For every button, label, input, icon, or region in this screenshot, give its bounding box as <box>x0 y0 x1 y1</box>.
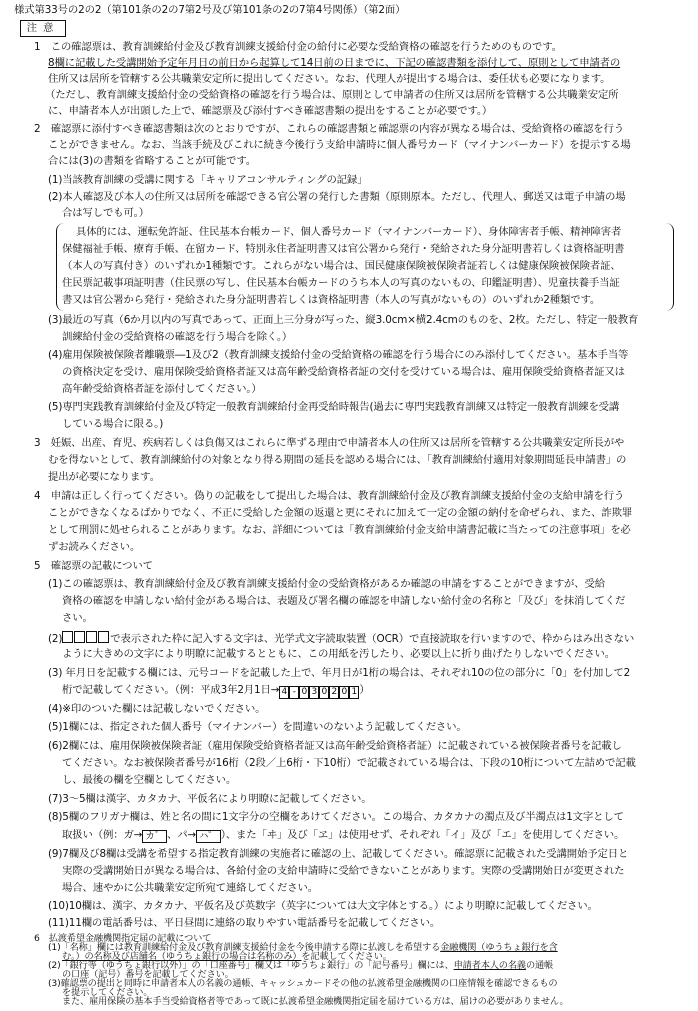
example-digit: - <box>289 686 299 699</box>
section-6-item-1-line-1: (1)「名称」欄には教育訓練給付金及び教育訓練支援給付金を今後申請する際に払渡しを希望する金融機関（ゆうちょ銀行を含 <box>48 942 558 953</box>
example-digit: 3 <box>309 686 319 699</box>
section-2-item-3-line-1: (3)最近の写真（6か月以内の写真であって、正面上三分身が写った、縦3.0cm×横2.4cmのものを、2枚。ただし、特定一般教育 <box>48 314 639 326</box>
section-2-item-3-line-2: 訓練給付金の受給資格の確認を行う場合を除く。） <box>62 331 293 343</box>
section-5-item-2-line-1: (2) で表示された枠に記入する文字は、光学式文字読取装置（OCR）で直接読取を行いますので、枠からはみ出さない <box>48 633 635 645</box>
section-2-line-3: 合には(3)の書類を省略することが可能です。 <box>48 155 257 167</box>
section-5-item-9-line-2: 実際の受講開始日が異なる場合は、各給付金の支給申請時に受給できないことがあります。実際の受講開始日が変更された <box>62 865 625 877</box>
section-5-item-7: (7)3〜5欄は漢字、カタカナ、平仮名により明瞭に記載してください。 <box>48 793 372 805</box>
section-5-item-1-line-3: さい。 <box>62 612 93 624</box>
section-6-item-2-line-2: の口座（記号）番号を記載してください。 <box>62 969 234 980</box>
example-digit: 0 <box>299 686 309 699</box>
section-2-item-4-line-1: (4)雇用保険被保険者離職票―1及び2（教育訓練支援給付金の受給資格の確認を行う場合にのみ添付してください。基本手当等 <box>48 349 629 361</box>
section-6-item-3-line-3: また、雇用保険の基本手当受給資格者等であって既に払渡希望金融機関指定届を届けている方は、届けの必要がありません。 <box>62 996 569 1007</box>
id-docs-line-2: 保健福祉手帳、療育手帳、在留カード、特別永住者証明書又は官公署から発行・発給された身分証明書若しくは資格証明書 <box>62 243 625 255</box>
example-digit: 2 <box>329 686 339 699</box>
section-6-item-3-line-2: を提示してください。 <box>62 987 153 998</box>
section-2-item-5-line-2: している場合に限る。) <box>62 418 164 430</box>
section-5-item-1-line-2: 資格の確認を申請しない給付金がある場合は、表題及び署名欄の確認を申請しない給付金の名称と「及び」を抹消してくだ <box>62 595 626 607</box>
section-5-item-2-line-2: ように大きめの文字により明瞭に記載するとともに、この用紙を汚したり、必要以上に折り曲げたりしないでください。 <box>62 648 615 660</box>
section-5-item-5: (5)1欄には、指定された個人番号（マイナンバー）を間違いのないよう記載してください。 <box>48 721 467 733</box>
section-5-item-3-line-2: 桁で記載してください。（例：平成3年2月1日→ 4 - 0 3 0 2 0 1 ） <box>62 684 370 697</box>
ocr-box-icon <box>86 631 97 643</box>
section-1-line-5: に、申請者本人が出頭した上で、確認票及び添付すべき確認書類の提出をすることが必要です。） <box>48 105 493 117</box>
example-digit: 0 <box>319 686 329 699</box>
section-6-heading: 6 払渡希望金融機関指定届の記載について <box>34 933 212 944</box>
kana-example-ga: カ゛ <box>142 830 167 843</box>
example-digit: 4 <box>279 686 289 699</box>
section-2-item-5-line-1: (5)専門実践教育訓練給付金及び特定一般教育訓練給付金再受給時報告(過去に専門実践教育訓練又は特定一般教育訓練を受講 <box>48 401 620 413</box>
section-5-item-4: (4)※印のついた欄には記載しないでください。 <box>48 703 266 715</box>
section-4-line-2: ことができなくなるばかりでなく、不正に受給した金額の返還と更にそれに加えて一定の金額の納付を命ぜられ、また、詐欺罪 <box>48 507 633 519</box>
section-3-line-1: 3 妊娠、出産、育児、疾病若しくは負傷又はこれらに準ずる理由で申請者本人の住所又は居所を管轄する公共職業安定所長がや <box>34 437 625 449</box>
section-2-line-1: 2 確認票に添付すべき確認書類は次のとおりですが、これらの確認書類と確認票の内容が異なる場合は、受給資格の確認を行う <box>34 123 624 135</box>
example-digit: 1 <box>349 686 359 699</box>
notice-title: 注意 <box>20 20 66 37</box>
section-2-item-2-line-1: (2)本人確認及び本人の住所又は居所を確認できる官公署の発行した書類（原則原本。ただし、代理人、郵送又は電子申請の場 <box>48 191 626 203</box>
section-6-item-3-line-1: (3)確認票の提出と同時に申請者本人の名義の通帳、キャッシュカードその他の払渡希望金融機関の口座情報を確認できるもの <box>48 978 558 989</box>
section-2-item-4-line-2: の資格決定を受け、雇用保険受給資格者証又は高年齢受給資格者証の交付を受けている場合は、雇用保険受給資格者証又は <box>62 366 625 378</box>
section-1-line-1: 1 この確認票は、教育訓練給付金及び教育訓練支援給付金の給付に必要な受給資格の確認を行うためのものです。 <box>34 41 562 53</box>
ocr-box-icon <box>74 631 85 643</box>
id-docs-line-1: 具体的には、運転免許証、住民基本台帳カード、個人番号カード（マイナンバーカード）、身体障害者手帳、精神障害者 <box>76 226 622 238</box>
kana-example-pa: ハ゜ <box>196 830 221 843</box>
section-5-item-9-line-3: 場合、速やかに公共職業安定所宛て連絡してください。 <box>62 882 319 894</box>
section-5-item-11: (11)11欄の電話番号は、平日昼間に連絡の取りやすい電話番号を記載してください。 <box>48 917 441 929</box>
section-1-line-3: 住所又は居所を管轄する公共職業安定所に提出してください。なお、代理人が提出する場合は、委任状も必要になります。 <box>48 73 611 85</box>
section-5-item-6-line-1: (6)2欄には、雇用保険被保険者証（雇用保険受給資格者証又は高年齢受給資格者証）に記載されている被保険者番号を記載し <box>48 740 622 752</box>
section-4-line-4: ずお読みください。 <box>48 541 141 553</box>
section-1-line-2: 8欄に記載した受講開始予定年月日の前日から起算して14日前の日までに、下記の確認書類を添付して、原則として申請者の <box>48 57 621 69</box>
section-2-line-2: ことができません。なお、当該手続及びこれに続き今後行う支給申請時に個人番号カード（マイナンバーカード）を提示する場 <box>48 139 631 151</box>
id-docs-line-4: 住民票記載事項証明書（住民票の写し、住民基本台帳カードのうち本人の写真のないもの、印鑑証明書）、児童扶養手当証 <box>62 277 620 289</box>
section-5-item-9-line-1: (9)7欄及び8欄は受講を希望する指定教育訓練の実施者に確認の上、記載してください。確認票に記載された受講開始予定日と <box>48 848 629 860</box>
section-2-item-2-line-2: 合は写しでも可。） <box>62 207 149 219</box>
section-3-line-2: むを得ないとして、教育訓練給付の対象となり得る期間の延長を認める場合には、「教育訓練給付適用対象期間延長申請書」の <box>48 454 627 466</box>
section-2-item-4-line-3: 高年齢受給資格者証を添付してください。） <box>62 383 262 395</box>
section-5-item-3-line-1: (3) 年月日を記載する欄には、元号コードを記載した上で、年月日が1桁の場合は、それぞれ10の位の部分に「0」を付加して2 <box>48 667 631 679</box>
section-6-item-1-line-2: む。）の名称及び店舗名（ゆうちょ銀行の場合は名称のみ）を記載してください。 <box>62 951 392 962</box>
section-5-item-8-line-1: (8)5欄のフリガナ欄は、姓と名の間に1文字分の空欄をあけてください。この場合、カタカナの濁点及び半濁点は1文字として <box>48 811 624 823</box>
section-3-line-3: 提出が必要になります。 <box>48 471 160 483</box>
ocr-box-icon <box>98 631 109 643</box>
section-5-item-1-line-1: (1)この確認票は、教育訓練給付金及び教育訓練支援給付金の受給資格があるか確認の申請をすることができますが、受給 <box>48 578 606 590</box>
section-4-line-3: として刑罰に処せられることがあります。なお、詳細については「教育訓練給付金支給申請書記載に当たっての注意事項」を必 <box>48 524 631 536</box>
ocr-box-icon <box>62 631 73 643</box>
section-4-line-1: 4 申請は正しく行ってください。偽りの記載をして提出した場合は、教育訓練給付金及び教育訓練支援給付金の支給申請を行う <box>34 490 625 502</box>
id-docs-line-5: 書又は官公署から発行・発給された身分証明書若しくは資格証明書（本人の写真がないもの）のいずれか2種類です。 <box>62 294 601 306</box>
section-5-item-6-line-2: てください。なお被保険者番号が16桁（2段／上6桁・下10桁）で記載されている場合は、下段の10桁について左詰めで記載 <box>62 757 636 769</box>
section-2-item-1: (1)当該教育訓練の受講に関する「キャリアコンサルティングの記録」 <box>48 174 368 186</box>
form-header: 様式第33号の2の2（第101条の2の7第2号及び第101条の2の7第4号関係）（第2面） <box>14 4 406 16</box>
section-5-item-10: (10)10欄は、漢字、カタカナ、平仮名及び英数字（英字については大文字体とする。）により明瞭に記載してください。 <box>48 900 598 912</box>
section-5-item-8-line-2: 取扱い（例：ガ→ カ゛ 、パ→ ハ゜ ）、また「ヰ」及び「ヱ」は使用せず、それぞれ「イ」及び「エ」を使用してください。 <box>62 829 625 842</box>
section-6-item-2-line-1: (2)「銀行等（ゆうちょ銀行以外）」の「口座番号」欄又は「ゆうちょ銀行」の「記号番号」欄には、申請者本人の名義の通帳 <box>48 960 554 971</box>
section-5-item-6-line-3: し、最後の欄を空欄としてください。 <box>62 774 237 786</box>
section-5-heading: 5 確認票の記載について <box>34 560 153 572</box>
id-docs-line-3: （本人の写真付き）のいずれか1種類です。これらがない場合は、国民健康保険被保険者証若しくは健康保険被保険者証、 <box>62 260 621 272</box>
example-digit: 0 <box>339 686 349 699</box>
section-1-line-4: （ただし、教育訓練支援給付金の受給資格の確認を行う場合は、原則として申請者の住所又は居所を管轄する公共職業安定所 <box>45 89 619 101</box>
